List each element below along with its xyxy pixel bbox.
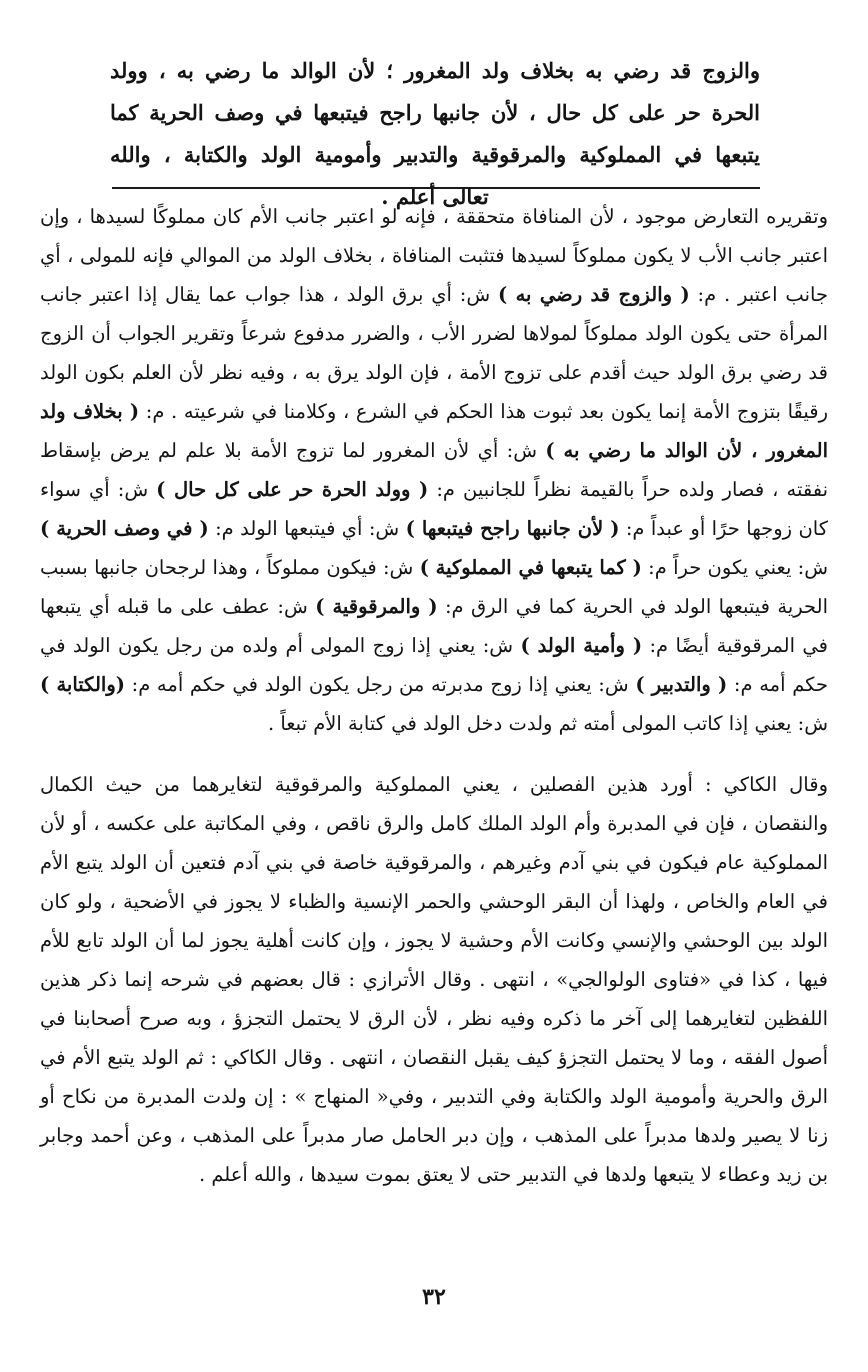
quoted-matn: ( والتدبير ): [635, 673, 728, 696]
quoted-matn: (والكتابة ): [40, 673, 125, 696]
commentary-text: ش: يعني يكون حراً م:: [641, 556, 828, 579]
commentary-text: ش: أي لأن المغرور لما تزوج الأمة بلا علم لم يرض بإسقاط نفقته ، فصار ولده حراً بالقيمة نظراً للجانبين م:: [40, 439, 828, 501]
quoted-matn: ( لأن جانبها راجح فيتبعها ): [405, 517, 620, 540]
separator-rule: [112, 187, 760, 189]
commentary-text: ش: يعني إذا زوج المولى أم ولده من رجل يكون الولد في حكم أمه م:: [40, 634, 828, 696]
quoted-matn: ( وأمية الولد ): [520, 634, 643, 657]
commentary-text: وتقريره التعارض موجود ، لأن المنافاة متحققة ، فإنه لو اعتبر جانب الأم كان مملوكًا لسيدها ، وإن اعتبر جانب الأب لا يكون مملوكاً لسيدها فتثبت المنافاة ، بخلاف الولد من الموالي فإنه للمولى ، أي جانب اعتبر . م:: [40, 205, 828, 306]
commentary-text: ش: يعني إذا كاتب المولى أمته ثم ولدت دخل الولد في كتابة الأم تبعاً .: [267, 712, 828, 735]
commentary-text: ش: يعني إذا زوج مدبرته من رجل يكون الولد في حكم أمه م:: [124, 673, 636, 696]
commentary-paragraph-1: [40, 197, 828, 743]
quoted-matn: ( والمرقوقية ): [315, 595, 438, 618]
page-number: ٣٢: [422, 1284, 446, 1310]
commentary-block: [40, 197, 828, 1216]
quoted-matn: ( وولد الحرة حر على كل حال ): [156, 478, 429, 501]
quoted-matn: ( كما يتبعها في المملوكية ): [419, 556, 642, 579]
main-text: والزوج قد رضي به بخلاف ولد المغرور ؛ لأن الوالد ما رضي به ، وولد الحرة حر على كل حال ، لأن جانبها راجح فيتبعها في وصف الحرية كما يتبعها في المملوكية والمرقوقية والتدبير وأمومية الولد والكتابة ، والله تعالى أعلم .: [110, 58, 760, 209]
commentary-text: ش: أي سواء كان زوجها حرًا أو عبداً م:: [40, 478, 828, 540]
commentary-text: ش: فيكون مملوكاً ، وهذا لرجحان جانبها بسبب الحرية فيتبعها الولد في الحرية كما في الرق م:: [40, 556, 828, 618]
main-text-block: [110, 50, 760, 218]
commentary-text: ش: أي فيتبعها الولد م:: [208, 517, 406, 540]
commentary-paragraph-2: وقال الكاكي : أورد هذين الفصلين ، يعني المملوكية والمرقوقية لتغايرهما من حيث الكمال والنقصان ، فإن في المدبرة وأم الولد الملك كامل والرق ناقص ، وفي المكاتبة على عكسه ، أو لأن المملوكية عام فيكون في بني آدم وغيرهم ، والمرقوقية خاصة في بني آدم فتعين أن الولد يتبع الأم في العام والخاص ، ولهذا أن البقر الوحشي والحمر الإنسية والظباء لا يجوز في الأضحية ، ولو كان الولد بين الوحشي والإنسي وكانت الأم وحشية لا يجوز ، وإن كانت أهلية يجوز لما أن الولد تابع للأم فيها ، كذا في «فتاوى الولوالجي» ، انتهى . وقال الأترازي : قال بعضهم في شرحه إنما ذكر هذين اللفظين لتغايرهما إلى آخر ما ذكره وفيه نظر ، لأن الرق لا يحتمل التجزؤ ، وبه صرح أصحابنا في أصول الفقه ، وما لا يحتمل التجزؤ كيف يقبل النقصان ، انتهى . وقال الكاكي : ثم الولد يتبع الأم في الرق والحرية وأمومية الولد والكتابة وفي التدبير ، وفي« المنهاج » : إن ولدت المدبرة من نكاح أو زنا لا يصير ولدها مدبراً على المذهب ، وإن دبر الحامل صار مدبراً على المذهب ، وعن أحمد وجابر بن زيد وعطاء لا يتبعها ولدها في التدبير حتى لا يعتق بموت سيدها ، والله أعلم .: [40, 773, 828, 1186]
commentary-text: ش: أي برق الولد ، هذا جواب عما يقال إذا اعتبر جانب المرأة حتى يكون الولد مملوكاً لمولاها لضرر الأب ، والضرر مدفوع شرعاً وتقرير الجواب أن الزوج قد رضي برق الولد حيث أقدم على تزوج الأمة ، فإن الولد يرق به ، وفيه نظر لأن العلم بكون الولد رقيقًا بتزوج الأمة إنما يكون بعد ثبوت هذا الحكم في الشرع ، وكلامنا في شرعيته . م:: [40, 283, 828, 423]
commentary-text: ش: عطف على ما قبله أي يتبعها في المرقوقية أيضًا م:: [40, 595, 828, 657]
quoted-matn: ( والزوج قد رضي به ): [497, 283, 690, 306]
quoted-matn: ( بخلاف ولد المغرور ، لأن الوالد ما رضي به ): [40, 400, 829, 462]
quoted-matn: ( في وصف الحرية ): [40, 517, 209, 540]
